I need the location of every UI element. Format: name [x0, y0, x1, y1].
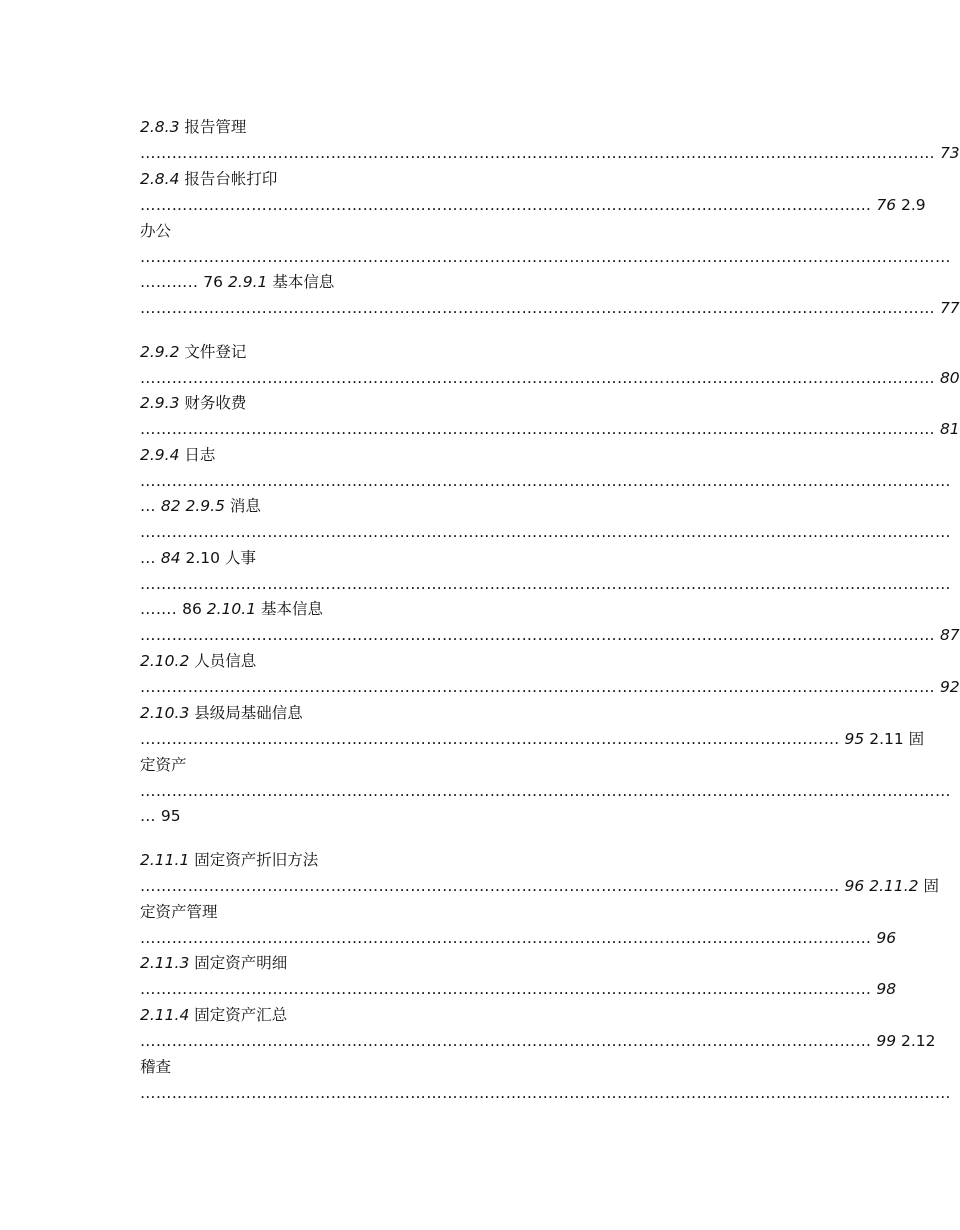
leader-dots: ……. [140, 600, 178, 618]
toc-line [140, 547, 810, 569]
section-title: 定资产 [140, 756, 187, 774]
section-number: 2.9.4 [140, 446, 180, 464]
section-title: 固 [923, 877, 939, 895]
section-number: 2.9 [901, 196, 926, 214]
toc-line [140, 418, 960, 440]
page-number: 98 [876, 980, 897, 998]
section-title: 基本信息 [272, 273, 335, 291]
toc-line [140, 676, 960, 698]
toc-line [140, 952, 810, 974]
page-number: 80 [939, 369, 960, 387]
page-number: 86 [182, 600, 202, 618]
page-number: 95 [160, 807, 181, 825]
leader-dots: …………………………………………………………………………………………………………………………………… [140, 299, 935, 317]
section-title: 固定资产汇总 [194, 1006, 288, 1024]
section-title: 基本信息 [261, 600, 324, 618]
toc-line [140, 246, 951, 268]
section-number: 2.10 [185, 549, 221, 567]
section-number: 2.10.1 [206, 600, 257, 618]
section-title: 人员信息 [194, 652, 257, 670]
leader-dots: ……………………………………………………………………………………………………………………………………… [140, 782, 951, 800]
toc-line [140, 875, 939, 897]
leader-dots: … [140, 807, 156, 825]
leader-dots: ……………………………………………………………………………………………………………………………………… [140, 523, 951, 541]
toc-line [140, 116, 810, 138]
toc-line [140, 367, 960, 389]
leader-dots: …………………………………………………………………………………………………………………… [140, 730, 840, 748]
section-title: 报告管理 [184, 118, 247, 136]
leader-dots: …………………………………………………………………………………………………………………………………… [140, 420, 935, 438]
section-number: 2.8.3 [140, 118, 180, 136]
section-title: 消息 [229, 497, 261, 515]
page-number: 76 [876, 196, 897, 214]
section-number: 2.11 [869, 730, 904, 748]
toc-line [140, 927, 897, 949]
leader-dots: …………………………………………………………………………………………………………………………………… [140, 369, 935, 387]
toc-line [140, 142, 960, 164]
section-title: 财务收费 [184, 394, 247, 412]
page-number: 84 [160, 549, 181, 567]
toc-line [140, 805, 810, 827]
section-title: 稽查 [140, 1058, 172, 1076]
leader-dots: ……………………………………………………………………………………………………………………………………… [140, 248, 951, 266]
section-title: 人事 [224, 549, 256, 567]
toc-line [140, 978, 897, 1000]
toc-line [140, 168, 810, 190]
toc-line [140, 1004, 810, 1026]
page-number: 99 [876, 1032, 897, 1050]
leader-dots: ……………………………………………………………………………………………………………………………………… [140, 472, 951, 490]
toc-line [140, 444, 810, 466]
leader-dots: ……….. [140, 273, 199, 291]
leader-dots: ……………………………………………………………………………………………………………………………………… [140, 575, 951, 593]
leader-dots: ………………………………………………………………………………………………………………………… [140, 929, 872, 947]
section-number: 2.9.1 [227, 273, 268, 291]
page-number: 92 [939, 678, 960, 696]
section-number: 2.8.4 [140, 170, 180, 188]
page-number: 96 [876, 929, 897, 947]
page-number: 73 [939, 144, 960, 162]
leader-dots: ……………………………………………………………………………………………………………………………………… [140, 1084, 951, 1102]
toc-line [140, 470, 951, 492]
toc-line [140, 573, 951, 595]
toc-line [140, 598, 810, 620]
toc-line [140, 780, 951, 802]
section-number: 2.11.3 [140, 954, 190, 972]
section-number: 2.11.2 [869, 877, 919, 895]
toc-line [140, 341, 810, 363]
leader-dots: …………………………………………………………………………………………………………………… [140, 877, 840, 895]
toc-line [140, 650, 810, 672]
leader-dots: … [140, 497, 156, 515]
leader-dots: …………………………………………………………………………………………………………………………………… [140, 144, 935, 162]
toc-line [140, 624, 960, 646]
toc-line [140, 271, 810, 293]
page-number: 76 [203, 273, 224, 291]
page-number: 82 [160, 497, 181, 515]
leader-dots: …………………………………………………………………………………………………………………………………… [140, 626, 935, 644]
toc-line [140, 1056, 810, 1078]
leader-dots: ………………………………………………………………………………………………………………………… [140, 980, 872, 998]
section-number: 2.9.2 [140, 343, 180, 361]
leader-dots: … [140, 549, 156, 567]
leader-dots: ………………………………………………………………………………………………………………………… [140, 196, 872, 214]
leader-dots: ………………………………………………………………………………………………………………………… [140, 1032, 872, 1050]
page-number: 87 [939, 626, 960, 644]
section-title: 定资产管理 [140, 903, 218, 921]
section-title: 县级局基础信息 [194, 704, 303, 722]
toc-line [140, 521, 951, 543]
section-title: 固 [908, 730, 925, 748]
section-title: 固定资产明细 [194, 954, 288, 972]
leader-dots: …………………………………………………………………………………………………………………………………… [140, 678, 935, 696]
toc-line [140, 754, 810, 776]
section-number: 2.9.3 [140, 394, 180, 412]
section-title: 文件登记 [184, 343, 247, 361]
toc-line [140, 901, 810, 923]
page-number: 77 [939, 299, 960, 317]
section-title: 办公 [140, 222, 172, 240]
toc-line [140, 728, 925, 750]
page-number: 96 [844, 877, 865, 895]
section-title: 报告台帐打印 [184, 170, 278, 188]
toc-line [140, 849, 810, 871]
page-number: 81 [939, 420, 960, 438]
toc-line [140, 220, 810, 242]
toc-line [140, 392, 810, 414]
section-title: 日志 [184, 446, 216, 464]
section-number: 2.11.4 [140, 1006, 190, 1024]
toc-line [140, 194, 926, 216]
section-title: 固定资产折旧方法 [194, 851, 319, 869]
section-number: 2.11.1 [140, 851, 190, 869]
section-number: 2.10.2 [140, 652, 190, 670]
toc-line [140, 297, 960, 319]
section-number: 2.12 [901, 1032, 936, 1050]
section-number: 2.9.5 [185, 497, 225, 515]
toc-line [140, 495, 810, 517]
section-number: 2.10.3 [140, 704, 190, 722]
page-number: 95 [844, 730, 865, 748]
toc-line [140, 1030, 936, 1052]
toc-line [140, 702, 810, 724]
toc-line [140, 1082, 951, 1104]
